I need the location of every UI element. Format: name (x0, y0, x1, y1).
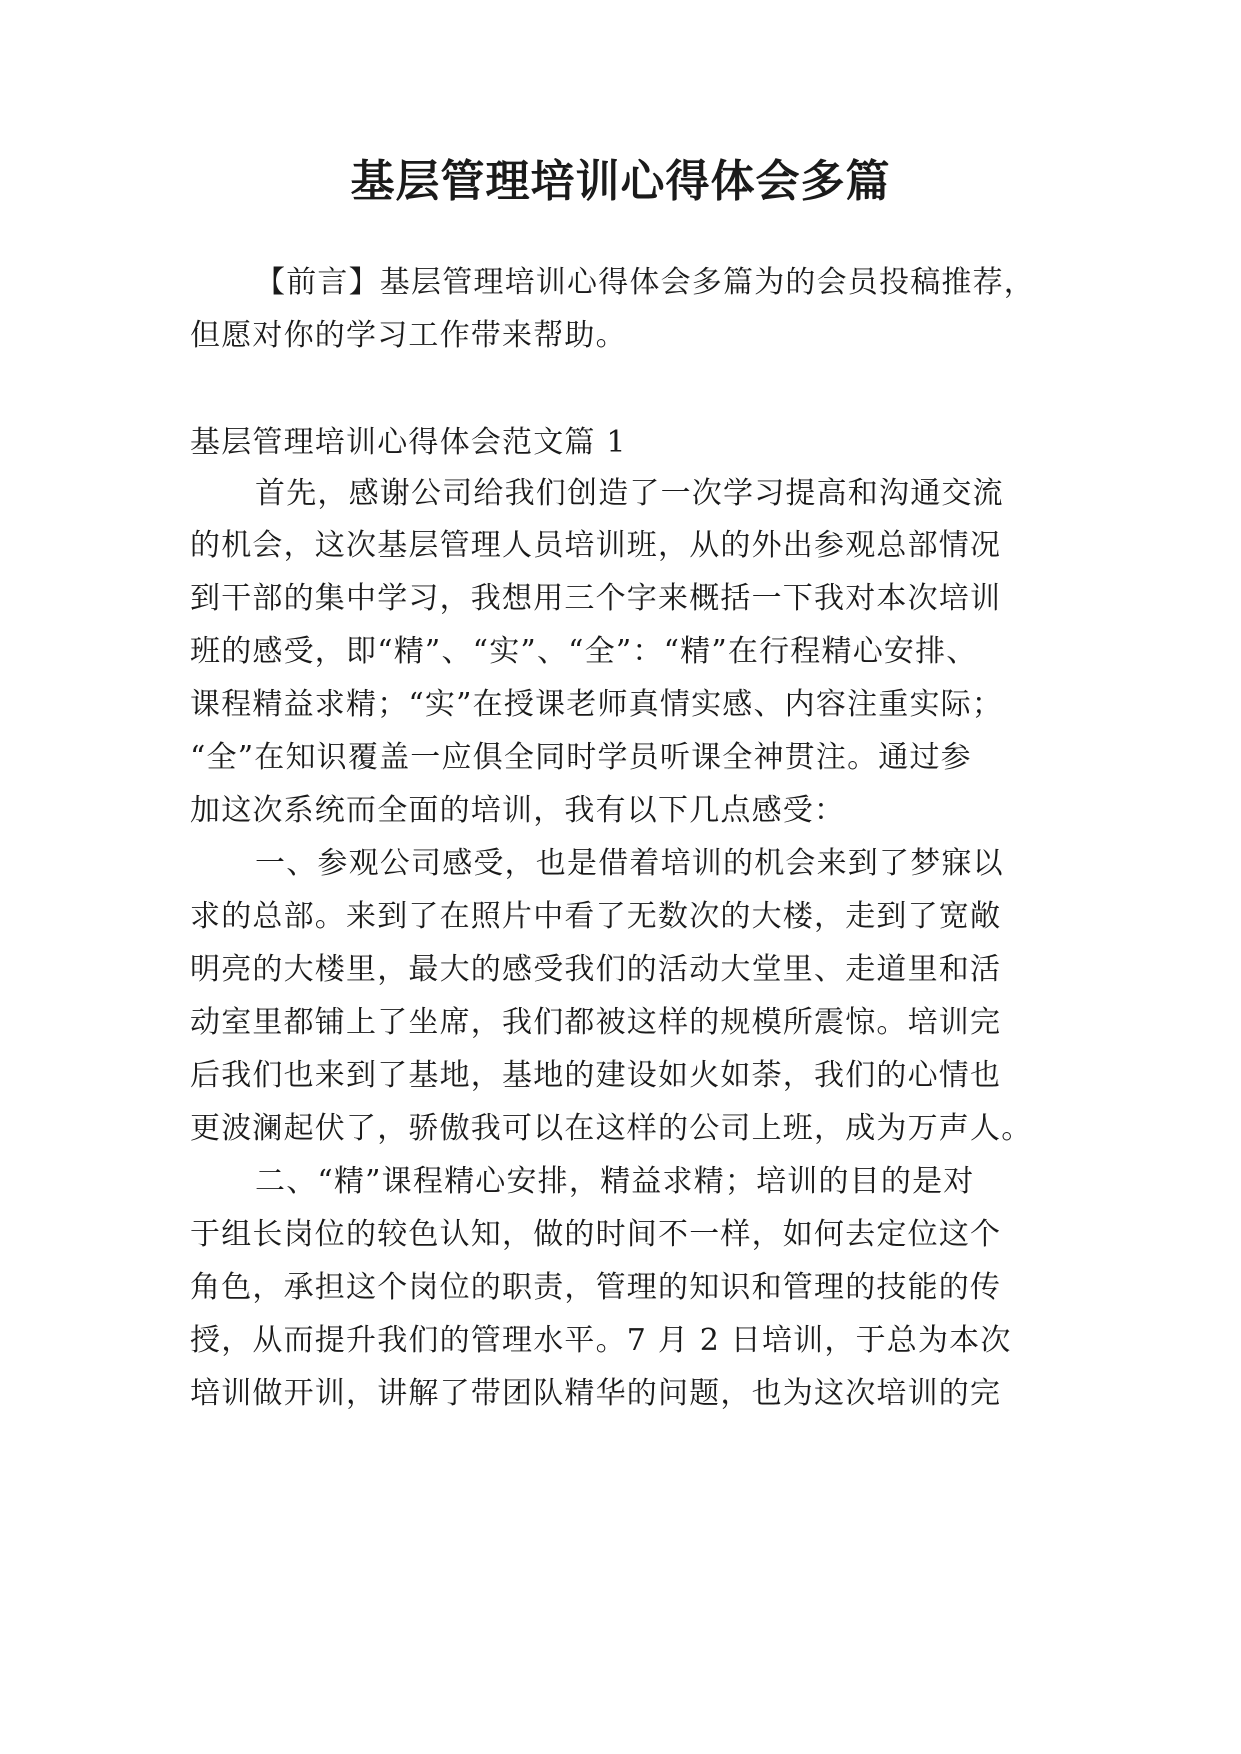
paragraph3-line-2: 于组长岗位的较色认知，做的时间不一样，如何去定位这个 (190, 1217, 1002, 1252)
paragraph2-line-6: 更波澜起伏了，骄傲我可以在这样的公司上班，成为万声人。 (190, 1111, 1033, 1146)
paragraph3-line-5: 培训做开训，讲解了带团队精华的问题，也为这次培训的完 (190, 1376, 1002, 1411)
paragraph1-line-3: 到干部的集中学习，我想用三个字来概括一下我对本次培训 (190, 581, 1002, 616)
paragraph1-line-1: 首先，感谢公司给我们创造了一次学习提高和沟通交流 (255, 476, 1004, 511)
preface-line-2: 但愿对你的学习工作带来帮助。 (190, 318, 627, 353)
paragraph1-line-5: 课程精益求精；“实”在授课老师真情实感、内容注重实际； (190, 687, 1004, 722)
paragraph2-line-3: 明亮的大楼里，最大的感受我们的活动大堂里、走道里和活 (190, 952, 1002, 987)
paragraph3-line-3: 角色，承担这个岗位的职责，管理的知识和管理的技能的传 (190, 1270, 1002, 1305)
paragraph1-line-7: 加这次系统而全面的培训，我有以下几点感受： (190, 793, 846, 828)
paragraph3-line-1: 二、“精”课程精心安排，精益求精；培训的目的是对 (255, 1164, 975, 1199)
paragraph2-line-5: 后我们也来到了基地，基地的建设如火如荼，我们的心情也 (190, 1058, 1002, 1093)
paragraph2-line-4: 动室里都铺上了坐席，我们都被这样的规模所震惊。培训完 (190, 1005, 1002, 1040)
preface-line-1: 【前言】基层管理培训心得体会多篇为的会员投稿推荐， (255, 265, 1035, 300)
document-title: 基层管理培训心得体会多篇 (350, 156, 891, 207)
paragraph2-line-2: 求的总部。来到了在照片中看了无数次的大楼，走到了宽敞 (190, 899, 1002, 934)
section-heading: 基层管理培训心得体会范文篇 1 (190, 425, 627, 460)
paragraph3-line-4: 授，从而提升我们的管理水平。7 月 2 日培训，于总为本次 (190, 1323, 1012, 1358)
paragraph1-line-6: “全”在知识覆盖一应俱全同时学员听课全神贯注。通过参 (190, 740, 972, 775)
paragraph1-line-2: 的机会，这次基层管理人员培训班，从的外出参观总部情况 (190, 528, 1002, 563)
paragraph1-line-4: 班的感受，即“精”、“实”、“全”：“精”在行程精心安排、 (190, 634, 978, 669)
paragraph2-line-1: 一、参观公司感受，也是借着培训的机会来到了梦寐以 (255, 846, 1004, 881)
